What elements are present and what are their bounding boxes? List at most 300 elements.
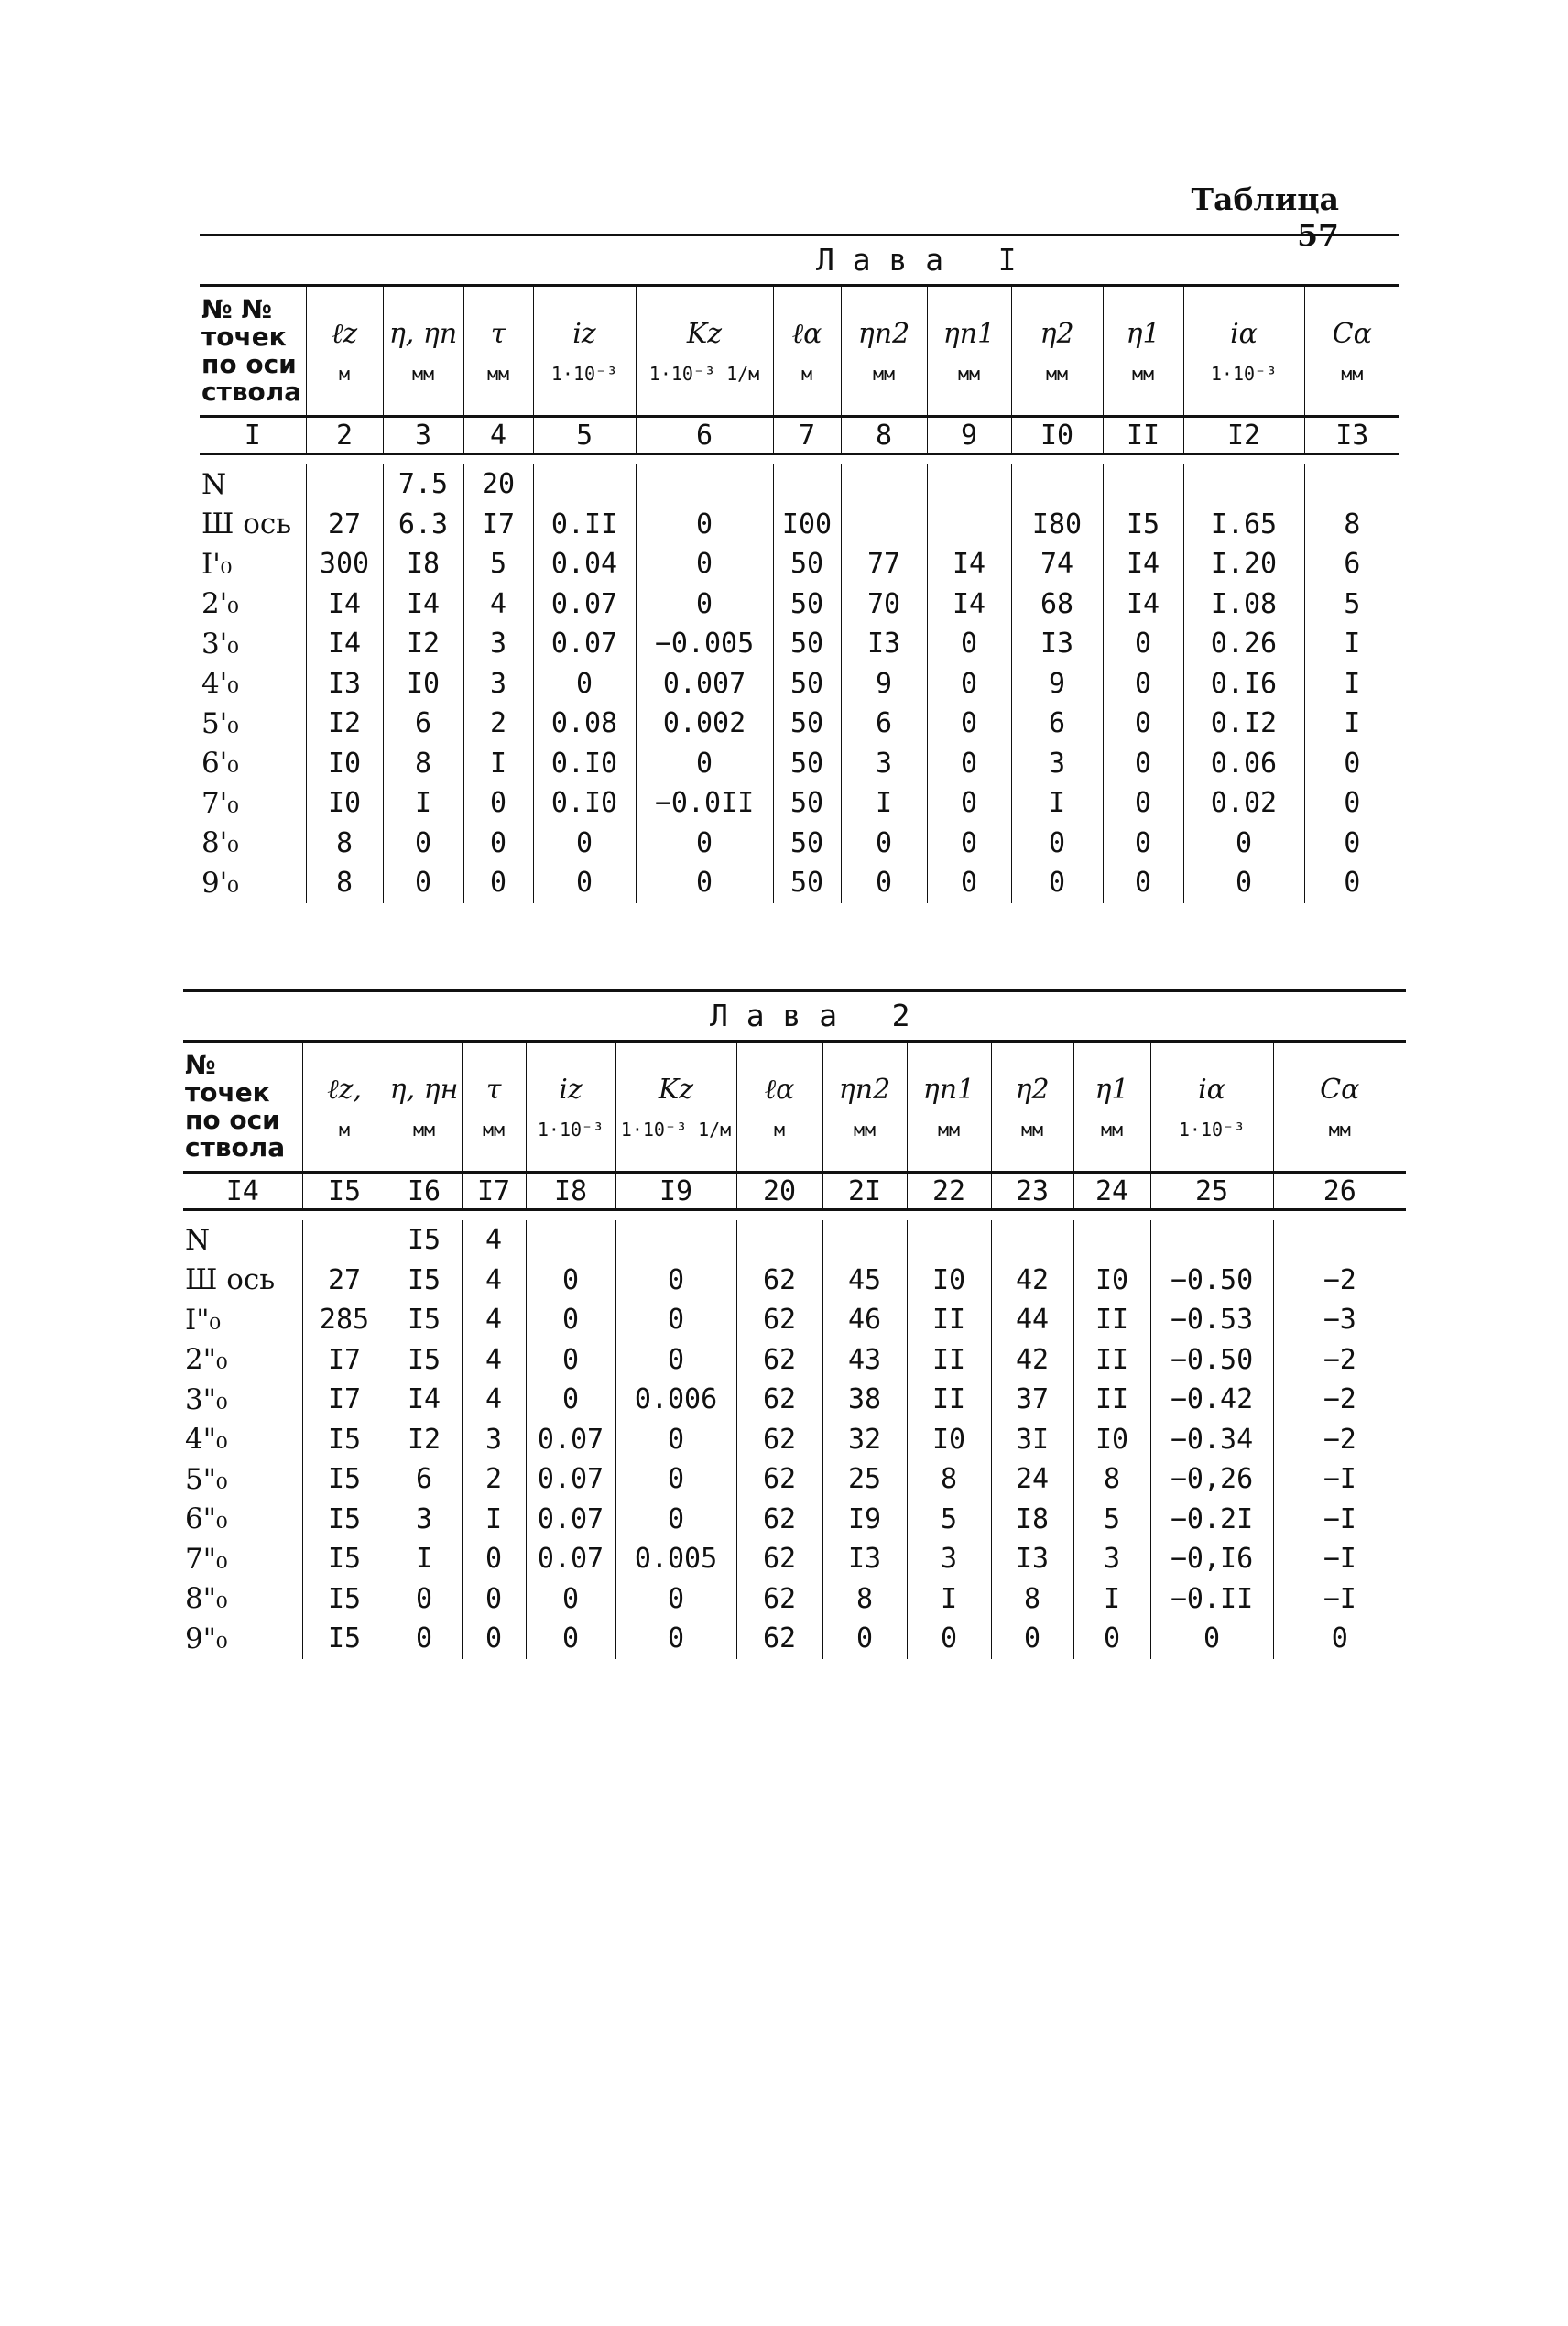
point-label: 3'₀ bbox=[201, 627, 239, 661]
table-cell: 70 bbox=[841, 584, 927, 625]
table-cell: I9 bbox=[822, 1500, 907, 1540]
table-cell: 8 bbox=[306, 824, 383, 864]
table-cell: I0 bbox=[907, 1420, 991, 1460]
table-cell: 4 bbox=[462, 1380, 526, 1420]
table-row bbox=[183, 1340, 1406, 1381]
table-cell: I7 bbox=[302, 1340, 387, 1381]
table-cell: 8 bbox=[1304, 505, 1399, 545]
table-cell: 4 bbox=[462, 1300, 526, 1340]
l1-column-number-row bbox=[200, 417, 1399, 454]
table-cell: 0 bbox=[462, 1539, 526, 1579]
table-cell: 0.006 bbox=[615, 1380, 736, 1420]
table-cell: 0.II bbox=[533, 505, 636, 545]
lava-1-block bbox=[200, 234, 1399, 903]
table-cell bbox=[841, 464, 927, 505]
column-number: 3 bbox=[383, 417, 463, 454]
table-cell: −I bbox=[1273, 1539, 1406, 1579]
table-cell: I bbox=[907, 1579, 991, 1620]
table-cell bbox=[736, 1220, 822, 1261]
table-cell: −I bbox=[1273, 1459, 1406, 1500]
table-cell: 27 bbox=[306, 505, 383, 545]
column-number: 5 bbox=[533, 417, 636, 454]
table-cell: 3 bbox=[462, 1420, 526, 1460]
table-cell: 6 bbox=[1304, 544, 1399, 584]
table-cell: 0 bbox=[1304, 783, 1399, 824]
table-cell: I4 bbox=[306, 624, 383, 664]
column-header bbox=[533, 287, 636, 417]
table-cell: I bbox=[841, 783, 927, 824]
column-unit: 1·10⁻³ bbox=[1178, 1118, 1246, 1141]
column-unit: м bbox=[773, 1118, 786, 1141]
column-header bbox=[736, 1043, 822, 1173]
table-cell: −0,26 bbox=[1150, 1459, 1273, 1500]
table-cell: I bbox=[463, 744, 533, 784]
column-number: 8 bbox=[841, 417, 927, 454]
table-cell: 25 bbox=[822, 1459, 907, 1500]
column-symbol: η, ηн bbox=[389, 1073, 459, 1106]
column-number: I bbox=[200, 417, 306, 454]
table-cell: 0 bbox=[1304, 863, 1399, 903]
table-cell: 0 bbox=[533, 664, 636, 704]
table-cell: I8 bbox=[991, 1500, 1073, 1540]
table-cell: I0 bbox=[306, 744, 383, 784]
table-cell bbox=[773, 464, 841, 505]
lava-1-title bbox=[200, 234, 1399, 287]
table-cell: 8 bbox=[1073, 1459, 1150, 1500]
table-cell: 0.07 bbox=[526, 1459, 615, 1500]
point-label: N bbox=[201, 467, 227, 501]
point-label: Ш ось bbox=[201, 508, 292, 541]
table-cell: 0 bbox=[615, 1300, 736, 1340]
table-cell: I5 bbox=[302, 1420, 387, 1460]
table-cell: −2 bbox=[1273, 1380, 1406, 1420]
table-cell bbox=[1304, 464, 1399, 505]
table-cell: 38 bbox=[822, 1380, 907, 1420]
table-cell: I4 bbox=[387, 1380, 462, 1420]
table-cell: 5 bbox=[1304, 584, 1399, 625]
table-cell bbox=[636, 464, 773, 505]
table-cell: I3 bbox=[841, 624, 927, 664]
column-header bbox=[773, 287, 841, 417]
column-number: 2 bbox=[306, 417, 383, 454]
table-cell: 9 bbox=[841, 664, 927, 704]
column-number: I4 bbox=[183, 1173, 302, 1210]
table-cell: 62 bbox=[736, 1539, 822, 1579]
column-header bbox=[526, 1043, 615, 1173]
column-symbol: ℓz bbox=[331, 317, 358, 350]
column-unit: 1·10⁻³ bbox=[537, 1118, 604, 1141]
column-symbol: iz bbox=[559, 1073, 583, 1106]
table-cell: 45 bbox=[822, 1261, 907, 1301]
lava-1-table bbox=[200, 287, 1399, 903]
column-symbol: ηn2 bbox=[857, 317, 910, 350]
table-cell: 0 bbox=[462, 1619, 526, 1659]
column-header bbox=[302, 1043, 387, 1173]
column-number: 24 bbox=[1073, 1173, 1150, 1210]
table-row bbox=[183, 1300, 1406, 1340]
table-cell: I5 bbox=[387, 1261, 462, 1301]
column-number: I2 bbox=[1183, 417, 1304, 454]
column-unit: мм bbox=[412, 1118, 436, 1141]
table-row bbox=[183, 1261, 1406, 1301]
table-cell: I2 bbox=[387, 1420, 462, 1460]
column-symbol: τ bbox=[490, 317, 506, 350]
column-unit: мм bbox=[937, 1118, 961, 1141]
table-cell: I3 bbox=[991, 1539, 1073, 1579]
table-cell: 62 bbox=[736, 1420, 822, 1460]
column-header bbox=[927, 287, 1011, 417]
table-cell: 0 bbox=[927, 863, 1011, 903]
column-number: II bbox=[1103, 417, 1183, 454]
table-cell: 3 bbox=[1073, 1539, 1150, 1579]
column-header bbox=[907, 1043, 991, 1173]
column-number: 9 bbox=[927, 417, 1011, 454]
column-unit: мм bbox=[411, 362, 435, 385]
table-cell bbox=[822, 1220, 907, 1261]
table-row bbox=[200, 664, 1399, 704]
table-cell: 5 bbox=[907, 1500, 991, 1540]
table-cell: 0.I6 bbox=[1183, 664, 1304, 704]
table-cell: 0.07 bbox=[526, 1420, 615, 1460]
table-row bbox=[183, 1459, 1406, 1500]
table-cell: I4 bbox=[306, 584, 383, 625]
table-cell: 0.08 bbox=[533, 704, 636, 744]
table-cell: I5 bbox=[1103, 505, 1183, 545]
table-cell: II bbox=[1073, 1340, 1150, 1381]
table-cell: I0 bbox=[1073, 1420, 1150, 1460]
column-number: 2I bbox=[822, 1173, 907, 1210]
column-header bbox=[1150, 1043, 1273, 1173]
column-symbol: τ bbox=[485, 1073, 502, 1106]
table-cell: 9 bbox=[1011, 664, 1103, 704]
table-cell: 0.04 bbox=[533, 544, 636, 584]
column-header bbox=[841, 287, 927, 417]
point-label: Ш ось bbox=[185, 1263, 276, 1297]
table-cell: 8 bbox=[306, 863, 383, 903]
table-cell: 0 bbox=[841, 824, 927, 864]
point-label: 8"₀ bbox=[185, 1582, 228, 1616]
table-cell: 0 bbox=[636, 584, 773, 625]
table-cell: 27 bbox=[302, 1261, 387, 1301]
column-number: 4 bbox=[463, 417, 533, 454]
column-unit: мм bbox=[872, 362, 896, 385]
table-cell: I0 bbox=[1073, 1261, 1150, 1301]
column-unit: мм bbox=[1020, 1118, 1044, 1141]
table-cell: 0 bbox=[1183, 863, 1304, 903]
column-number: I7 bbox=[462, 1173, 526, 1210]
table-cell: 0 bbox=[615, 1420, 736, 1460]
column-header bbox=[1273, 1043, 1406, 1173]
table-cell: 42 bbox=[991, 1340, 1073, 1381]
table-cell: 3 bbox=[1011, 744, 1103, 784]
table-cell: −0.34 bbox=[1150, 1420, 1273, 1460]
table-cell: −0.50 bbox=[1150, 1261, 1273, 1301]
table-cell: 0.02 bbox=[1183, 783, 1304, 824]
table-cell: I7 bbox=[463, 505, 533, 545]
table-cell: 0.26 bbox=[1183, 624, 1304, 664]
table-cell: I5 bbox=[387, 1220, 462, 1261]
table-cell: 7.5 bbox=[383, 464, 463, 505]
table-cell bbox=[927, 464, 1011, 505]
point-label: I'₀ bbox=[201, 547, 233, 581]
table-cell: 0 bbox=[636, 505, 773, 545]
table-row bbox=[183, 1220, 1406, 1261]
table-cell: 0.007 bbox=[636, 664, 773, 704]
table-cell: I0 bbox=[383, 664, 463, 704]
table-cell bbox=[1011, 464, 1103, 505]
point-label: 7"₀ bbox=[185, 1542, 228, 1576]
table-cell: −I bbox=[1273, 1579, 1406, 1620]
column-number: 25 bbox=[1150, 1173, 1273, 1210]
l2-column-number-row bbox=[183, 1173, 1406, 1210]
table-cell: 8 bbox=[907, 1459, 991, 1500]
table-cell: 0.005 bbox=[615, 1539, 736, 1579]
table-cell: 0 bbox=[1183, 824, 1304, 864]
point-label: I"₀ bbox=[185, 1303, 221, 1337]
table-cell: 0 bbox=[387, 1579, 462, 1620]
column-header bbox=[387, 1043, 462, 1173]
column-number: I0 bbox=[1011, 417, 1103, 454]
point-label: 8'₀ bbox=[201, 826, 239, 860]
table-cell: 0 bbox=[526, 1380, 615, 1420]
table-cell: 0 bbox=[1103, 744, 1183, 784]
column-symbol: ηn2 bbox=[838, 1073, 891, 1106]
table-cell: −0,I6 bbox=[1150, 1539, 1273, 1579]
table-cell: 4 bbox=[462, 1340, 526, 1381]
column-symbol: Cα bbox=[1332, 317, 1372, 350]
table-row bbox=[200, 863, 1399, 903]
table-cell: 0.07 bbox=[533, 584, 636, 625]
table-cell: 0 bbox=[636, 863, 773, 903]
table-cell: 0.07 bbox=[533, 624, 636, 664]
table-cell: I4 bbox=[927, 584, 1011, 625]
column-symbol: η2 bbox=[1040, 317, 1074, 350]
l1-header-row bbox=[200, 287, 1399, 417]
table-cell bbox=[1073, 1220, 1150, 1261]
table-cell: 0 bbox=[927, 783, 1011, 824]
table-cell: 0 bbox=[1150, 1619, 1273, 1659]
table-cell: 50 bbox=[773, 664, 841, 704]
table-cell: 8 bbox=[822, 1579, 907, 1620]
table-cell: I3 bbox=[822, 1539, 907, 1579]
table-cell bbox=[526, 1220, 615, 1261]
table-cell bbox=[1150, 1220, 1273, 1261]
row-header-label: № точек по оси ствола bbox=[185, 1050, 286, 1163]
table-cell: 0 bbox=[615, 1340, 736, 1381]
table-label: Таблица 57 bbox=[1191, 181, 1339, 253]
column-unit: м bbox=[338, 1118, 351, 1141]
table-cell: 20 bbox=[463, 464, 533, 505]
column-header bbox=[462, 1043, 526, 1173]
column-unit: мм bbox=[1328, 1118, 1351, 1141]
table-cell: 0 bbox=[615, 1500, 736, 1540]
table-cell: 50 bbox=[773, 824, 841, 864]
column-number: I8 bbox=[526, 1173, 615, 1210]
table-cell: I3 bbox=[306, 664, 383, 704]
table-cell: 62 bbox=[736, 1300, 822, 1340]
table-cell: −0.53 bbox=[1150, 1300, 1273, 1340]
table-cell: I5 bbox=[387, 1340, 462, 1381]
table-cell: 0 bbox=[1103, 704, 1183, 744]
table-cell: 0 bbox=[615, 1579, 736, 1620]
table-cell: I bbox=[383, 783, 463, 824]
table-cell: 77 bbox=[841, 544, 927, 584]
table-cell: I bbox=[1073, 1579, 1150, 1620]
table-cell: 50 bbox=[773, 584, 841, 625]
table-cell: 0 bbox=[526, 1261, 615, 1301]
table-row bbox=[183, 1619, 1406, 1659]
table-cell: 0 bbox=[927, 624, 1011, 664]
table-cell bbox=[841, 505, 927, 545]
table-cell: 3 bbox=[841, 744, 927, 784]
table-cell: 0.I0 bbox=[533, 744, 636, 784]
table-cell: 300 bbox=[306, 544, 383, 584]
column-header bbox=[636, 287, 773, 417]
table-cell: −3 bbox=[1273, 1300, 1406, 1340]
column-unit: 1·10⁻³ bbox=[550, 362, 618, 385]
table-cell: II bbox=[1073, 1380, 1150, 1420]
table-cell: I5 bbox=[302, 1579, 387, 1620]
point-label: N bbox=[185, 1223, 211, 1257]
table-cell: I bbox=[1304, 664, 1399, 704]
column-symbol: iα bbox=[1198, 1073, 1225, 1106]
point-label: 6'₀ bbox=[201, 747, 239, 781]
table-cell: 0 bbox=[991, 1619, 1073, 1659]
column-number: I6 bbox=[387, 1173, 462, 1210]
table-cell: I5 bbox=[302, 1539, 387, 1579]
table-row bbox=[183, 1579, 1406, 1620]
table-cell: 8 bbox=[383, 744, 463, 784]
table-cell: 3 bbox=[907, 1539, 991, 1579]
table-cell: 62 bbox=[736, 1500, 822, 1540]
table-cell: −0.0II bbox=[636, 783, 773, 824]
table-cell: I80 bbox=[1011, 505, 1103, 545]
table-row bbox=[200, 824, 1399, 864]
table-cell: 0 bbox=[615, 1459, 736, 1500]
table-cell bbox=[907, 1220, 991, 1261]
table-row bbox=[200, 744, 1399, 784]
table-cell: 6 bbox=[383, 704, 463, 744]
table-cell: −2 bbox=[1273, 1261, 1406, 1301]
table-cell: −0.42 bbox=[1150, 1380, 1273, 1420]
table-cell: II bbox=[907, 1380, 991, 1420]
table-cell bbox=[306, 464, 383, 505]
table-cell: 3 bbox=[463, 664, 533, 704]
column-symbol: Kz bbox=[686, 317, 723, 350]
table-cell: I7 bbox=[302, 1380, 387, 1420]
table-cell: 285 bbox=[302, 1300, 387, 1340]
table-cell: 0 bbox=[822, 1619, 907, 1659]
table-cell: II bbox=[1073, 1300, 1150, 1340]
table-cell: 0 bbox=[1273, 1619, 1406, 1659]
column-unit: м bbox=[800, 362, 813, 385]
table-row bbox=[200, 505, 1399, 545]
table-cell: 0 bbox=[927, 704, 1011, 744]
column-unit: м bbox=[338, 362, 351, 385]
table-cell: I4 bbox=[383, 584, 463, 625]
column-number: 7 bbox=[773, 417, 841, 454]
table-cell: 0 bbox=[636, 544, 773, 584]
column-symbol: ℓα bbox=[791, 317, 822, 350]
column-unit: мм bbox=[1341, 362, 1364, 385]
table-row bbox=[200, 704, 1399, 744]
table-cell: 0 bbox=[533, 824, 636, 864]
table-cell: 5 bbox=[1073, 1500, 1150, 1540]
table-cell: −0.II bbox=[1150, 1579, 1273, 1620]
column-number: 26 bbox=[1273, 1173, 1406, 1210]
table-cell: 0 bbox=[463, 783, 533, 824]
column-unit: 1·10⁻³ 1/м bbox=[648, 362, 760, 385]
table-cell: 2 bbox=[463, 704, 533, 744]
table-cell: I bbox=[1011, 783, 1103, 824]
table-cell bbox=[1103, 464, 1183, 505]
table-cell: I2 bbox=[383, 624, 463, 664]
table-cell: 37 bbox=[991, 1380, 1073, 1420]
table-cell: 62 bbox=[736, 1579, 822, 1620]
point-label: 3"₀ bbox=[185, 1382, 228, 1416]
table-cell: 3 bbox=[387, 1500, 462, 1540]
table-cell: I.08 bbox=[1183, 584, 1304, 625]
table-cell: I5 bbox=[302, 1500, 387, 1540]
table-cell: 6 bbox=[841, 704, 927, 744]
table-cell: I0 bbox=[907, 1261, 991, 1301]
table-cell: I5 bbox=[302, 1459, 387, 1500]
table-cell: I bbox=[462, 1500, 526, 1540]
table-cell: 32 bbox=[822, 1420, 907, 1460]
table-cell: 0 bbox=[636, 824, 773, 864]
column-number: I5 bbox=[302, 1173, 387, 1210]
column-number: 6 bbox=[636, 417, 773, 454]
table-cell: −0.005 bbox=[636, 624, 773, 664]
table-cell: I0 bbox=[306, 783, 383, 824]
table-cell bbox=[991, 1220, 1073, 1261]
column-symbol: iα bbox=[1230, 317, 1258, 350]
column-unit: 1·10⁻³ 1/м bbox=[620, 1118, 732, 1141]
table-cell: 50 bbox=[773, 783, 841, 824]
point-label: 7'₀ bbox=[201, 786, 239, 820]
column-symbol: Cα bbox=[1320, 1073, 1360, 1106]
table-row bbox=[200, 624, 1399, 664]
table-cell: 62 bbox=[736, 1459, 822, 1500]
column-number: 22 bbox=[907, 1173, 991, 1210]
table-cell: II bbox=[907, 1300, 991, 1340]
table-cell: 50 bbox=[773, 863, 841, 903]
column-symbol: ℓz, bbox=[327, 1073, 362, 1106]
table-cell: 62 bbox=[736, 1340, 822, 1381]
table-cell: −I bbox=[1273, 1500, 1406, 1540]
table-row bbox=[183, 1380, 1406, 1420]
column-header bbox=[991, 1043, 1073, 1173]
table-cell bbox=[615, 1220, 736, 1261]
column-number: I9 bbox=[615, 1173, 736, 1210]
table-cell: 0 bbox=[636, 744, 773, 784]
table-cell: I3 bbox=[1011, 624, 1103, 664]
table-cell: 5 bbox=[463, 544, 533, 584]
column-header bbox=[1073, 1043, 1150, 1173]
table-cell bbox=[1273, 1220, 1406, 1261]
table-cell: 3 bbox=[463, 624, 533, 664]
column-header bbox=[615, 1043, 736, 1173]
column-unit: мм bbox=[853, 1118, 877, 1141]
table-cell: I bbox=[1304, 624, 1399, 664]
table-cell: 0 bbox=[907, 1619, 991, 1659]
table-cell: I bbox=[1304, 704, 1399, 744]
table-cell: 50 bbox=[773, 704, 841, 744]
table-row bbox=[200, 464, 1399, 505]
table-cell: I4 bbox=[1103, 584, 1183, 625]
table-cell: 4 bbox=[463, 584, 533, 625]
lava-2-block bbox=[183, 989, 1406, 1659]
